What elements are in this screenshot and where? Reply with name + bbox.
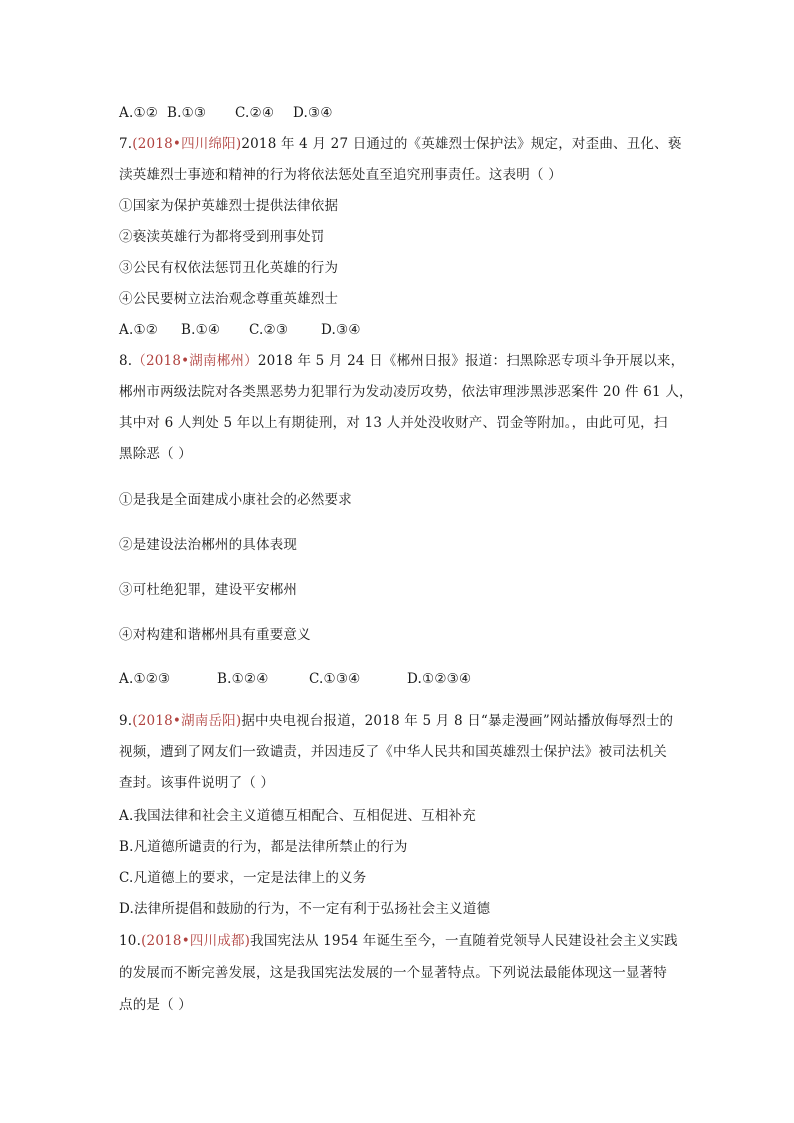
q8-statement-4: ④对构建和谐郴州具有重要意义: [119, 627, 311, 643]
q7-source: (2018•四川绵阳): [132, 136, 242, 152]
q10-stem-line2: 的发展而不断完善发展，这是我国宪法发展的一个显著特点。下列说法最能体现这一显著特: [119, 965, 667, 981]
q8-option-a: A.①②③: [119, 671, 171, 687]
q8-stem-line4: 黑除恶（ ）: [119, 446, 192, 462]
q10-stem-line1: [119, 931, 678, 951]
q9-option-c: C.凡道德上的要求，一定是法律上的义务: [119, 870, 367, 886]
q6-options: [119, 103, 333, 123]
q7-options: [119, 320, 361, 340]
q8-option-d: D.①②③④: [407, 671, 472, 687]
q7-stem-line2: 渎英雄烈士事迹和精神的行为将依法惩处直至追究刑事责任。这表明（ ）: [119, 167, 562, 183]
q9-stem-text1: 据中央电视台报道，2018 年 5 月 8 日“暴走漫画”网站播放侮辱烈士的: [241, 713, 674, 729]
q7-stem-text1: 2018 年 4 月 27 日通过的《英雄烈士保护法》规定，对歪曲、丑化、亵: [241, 136, 682, 152]
q7-statement-3: ③公民有权依法惩罚丑化英雄的行为: [119, 260, 339, 276]
q8-stem-line2: 郴州市两级法院对各类黑恶势力犯罪行为发动凌厉攻势，依法审理涉黑涉恶案件 20 件 61 人，: [119, 384, 693, 400]
q8-stem-line1: [119, 351, 684, 371]
q9-stem-line1: [119, 711, 673, 731]
q8-number: 8.: [119, 353, 133, 369]
q10-stem-text1: 我国宪法从 1954 年诞生至今，一直随着党领导人民建设社会主义实践: [250, 933, 678, 949]
q6-option-a: A.①②: [119, 105, 159, 121]
q7-statement-4: ④公民要树立法治观念尊重英雄烈士: [119, 291, 339, 307]
q10-stem-line3: 点的是（ ）: [119, 997, 192, 1013]
q9-number: 9.: [119, 713, 133, 729]
q7-option-b: B.①④: [181, 322, 221, 338]
q8-option-c: C.①③④: [309, 671, 361, 687]
q8-options: [119, 669, 471, 689]
q7-number: 7.: [119, 136, 133, 152]
q7-option-a: A.①②: [119, 322, 159, 338]
q8-statement-1: ①是我是全面建成小康社会的必然要求: [119, 492, 352, 508]
q8-stem-text1: 2018 年 5 月 24 日《郴州日报》报道：扫黑除恶专项斗争开展以来，: [257, 353, 685, 369]
q9-source: (2018•湖南岳阳): [132, 713, 242, 729]
q8-option-b: B.①②④: [217, 671, 269, 687]
q7-option-d: D.③④: [321, 322, 361, 338]
q6-option-b: B.①③: [167, 105, 207, 121]
q7-stem-line1: [119, 134, 682, 154]
q7-statement-2: ②亵渎英雄行为都将受到刑事处罚: [119, 229, 325, 245]
q8-statement-2: ②是建设法治郴州的具体表现: [119, 537, 298, 553]
q9-option-a: A.我国法律和社会主义道德互相配合、互相促进、互相补充: [119, 808, 476, 824]
q8-stem-line3: 其中对 6 人判处 5 年以上有期徒刑，对 13 人并处没收财产、罚金等附加。，由此可见，扫: [119, 415, 668, 431]
q7-option-c: C.②③: [249, 322, 289, 338]
q10-number: 10.: [119, 933, 142, 949]
q8-source: （2018•湖南郴州）: [132, 353, 258, 369]
q6-option-c: C.②④: [235, 105, 275, 121]
q10-source: (2018•四川成都): [141, 933, 251, 949]
q9-stem-line3: 查封。该事件说明了（ ）: [119, 775, 275, 791]
q9-option-d: D.法律所提倡和鼓励的行为，不一定有利于弘扬社会主义道德: [119, 901, 491, 917]
q8-statement-3: ③可杜绝犯罪，建设平安郴州: [119, 582, 298, 598]
q7-statement-1: ①国家为保护英雄烈士提供法律依据: [119, 198, 339, 214]
q9-option-b: B.凡道德所谴责的行为，都是法律所禁止的行为: [119, 839, 408, 855]
q6-option-d: D.③④: [293, 105, 333, 121]
q9-stem-line2: 视频，遭到了网友们一致谴责，并因违反了《中华人民共和国英雄烈士保护法》被司法机关: [119, 744, 667, 760]
